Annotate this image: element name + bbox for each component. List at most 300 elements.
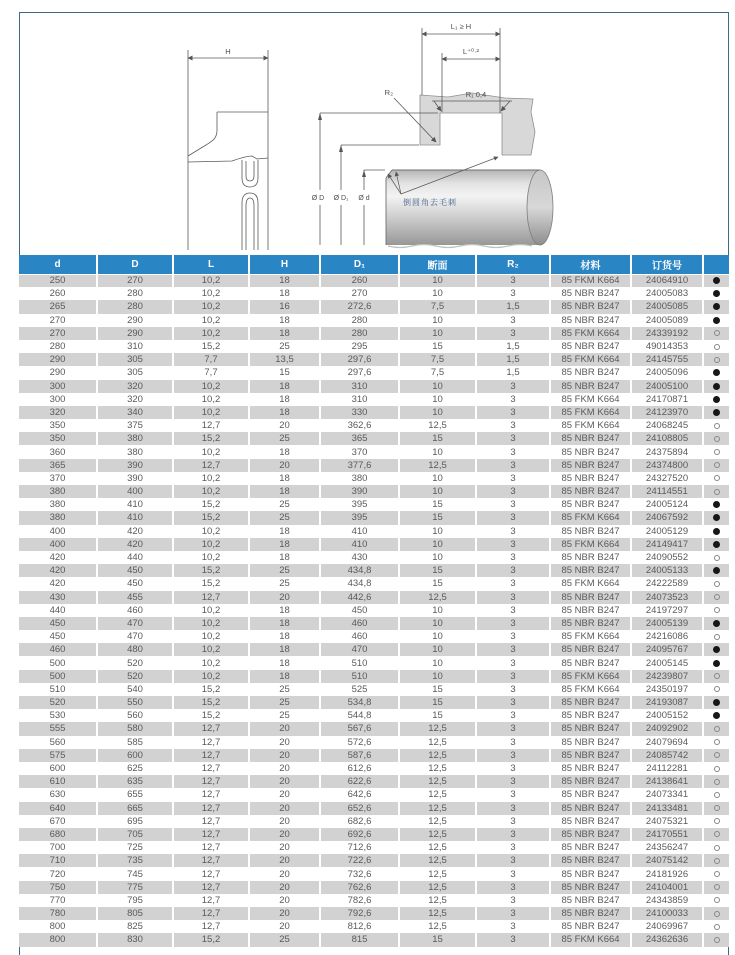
cell-R2: 3: [476, 564, 550, 577]
cell-cross_section: 7,5: [399, 300, 476, 313]
cell-cross_section: 15: [399, 564, 476, 577]
cell-cross_section: 12,5: [399, 881, 476, 894]
cell-availability: [703, 459, 729, 472]
table-row: [19, 907, 729, 920]
cell-L: 10,2: [173, 604, 249, 617]
cell-material: 85 FKM K664: [550, 538, 631, 551]
cell-availability: [703, 907, 729, 920]
cell-H: 20: [249, 736, 320, 749]
filled-dot-icon: [713, 541, 720, 548]
cell-D1: 510: [320, 670, 399, 683]
cell-cross_section: 10: [399, 525, 476, 538]
cell-R2: 3: [476, 762, 550, 775]
cell-order_no: 24114551: [631, 485, 703, 498]
cell-cross_section: 12,5: [399, 828, 476, 841]
cell-order_no: 24090552: [631, 551, 703, 564]
open-dot-icon: [714, 911, 720, 917]
cell-R2: 1,5: [476, 340, 550, 353]
cell-d: 460: [19, 643, 97, 656]
cell-d: 380: [19, 511, 97, 524]
cell-L: 15,2: [173, 709, 249, 722]
cell-availability: [703, 366, 729, 379]
cell-d: 780: [19, 907, 97, 920]
cell-H: 18: [249, 393, 320, 406]
table-row: [19, 604, 729, 617]
cell-availability: [703, 472, 729, 485]
cell-H: 20: [249, 881, 320, 894]
open-dot-icon: [714, 673, 720, 679]
cell-cross_section: 7,5: [399, 353, 476, 366]
cell-cross_section: 12,5: [399, 736, 476, 749]
cell-availability: [703, 841, 729, 854]
open-dot-icon: [714, 357, 720, 363]
cell-L: 12,7: [173, 802, 249, 815]
cell-material: 85 NBR B247: [550, 525, 631, 538]
table-row: [19, 274, 729, 287]
cell-d: 370: [19, 472, 97, 485]
cell-D_outer: 725: [97, 841, 173, 854]
cell-L: 15,2: [173, 511, 249, 524]
cell-material: 85 NBR B247: [550, 564, 631, 577]
cell-L: 10,2: [173, 525, 249, 538]
cell-order_no: 24222589: [631, 577, 703, 590]
open-dot-icon: [714, 462, 720, 468]
shaft-drawing: [386, 170, 553, 248]
cell-D_outer: 830: [97, 933, 173, 946]
cell-L: 10,2: [173, 617, 249, 630]
table-row: [19, 894, 729, 907]
cell-D1: 370: [320, 445, 399, 458]
cell-cross_section: 10: [399, 445, 476, 458]
filled-dot-icon: [713, 501, 720, 508]
cell-order_no: 24123970: [631, 406, 703, 419]
cell-order_no: 24239807: [631, 670, 703, 683]
cell-L: 10,2: [173, 472, 249, 485]
cell-L: 12,7: [173, 775, 249, 788]
cell-d: 290: [19, 366, 97, 379]
cell-order_no: 24112281: [631, 762, 703, 775]
cell-H: 25: [249, 340, 320, 353]
table-row: [19, 300, 729, 313]
cell-cross_section: 12,5: [399, 894, 476, 907]
cell-material: 85 NBR B247: [550, 749, 631, 762]
cell-L: 10,2: [173, 327, 249, 340]
cell-D_outer: 280: [97, 300, 173, 313]
dim-h-label: H: [225, 47, 231, 56]
cell-order_no: 24005083: [631, 287, 703, 300]
cell-availability: [703, 564, 729, 577]
header-H: H: [249, 255, 320, 274]
open-dot-icon: [714, 779, 720, 785]
cell-d: 640: [19, 802, 97, 815]
cell-cross_section: 15: [399, 498, 476, 511]
cell-R2: 3: [476, 604, 550, 617]
cell-H: 25: [249, 577, 320, 590]
cell-cross_section: 10: [399, 380, 476, 393]
cell-material: 85 NBR B247: [550, 591, 631, 604]
cell-order_no: 24075142: [631, 854, 703, 867]
cell-L: 12,7: [173, 828, 249, 841]
open-dot-icon: [714, 555, 720, 561]
header-L: L: [173, 255, 249, 274]
cell-availability: [703, 670, 729, 683]
cell-availability: [703, 933, 729, 946]
cell-L: 12,7: [173, 867, 249, 880]
cell-material: 85 NBR B247: [550, 551, 631, 564]
cell-material: 85 NBR B247: [550, 881, 631, 894]
cell-cross_section: 10: [399, 538, 476, 551]
cell-material: 85 NBR B247: [550, 617, 631, 630]
cell-order_no: 49014353: [631, 340, 703, 353]
filled-dot-icon: [713, 369, 720, 376]
table-row: [19, 749, 729, 762]
cell-D1: 280: [320, 314, 399, 327]
open-dot-icon: [714, 792, 720, 798]
cell-D_outer: 520: [97, 656, 173, 669]
cell-material: 85 FKM K664: [550, 670, 631, 683]
cell-material: 85 NBR B247: [550, 472, 631, 485]
cell-R2: 3: [476, 630, 550, 643]
table-row: [19, 327, 729, 340]
cell-material: 85 NBR B247: [550, 736, 631, 749]
cell-D1: 544,8: [320, 709, 399, 722]
cell-order_no: 24216086: [631, 630, 703, 643]
open-dot-icon: [714, 436, 720, 442]
cell-D_outer: 550: [97, 696, 173, 709]
cell-D_outer: 310: [97, 340, 173, 353]
cell-H: 18: [249, 538, 320, 551]
cell-d: 290: [19, 353, 97, 366]
cell-cross_section: 12,5: [399, 591, 476, 604]
cell-R2: 3: [476, 841, 550, 854]
cell-R2: 3: [476, 551, 550, 564]
cell-availability: [703, 591, 729, 604]
cell-R2: 3: [476, 327, 550, 340]
header-D: D: [97, 255, 173, 274]
cell-availability: [703, 920, 729, 933]
cell-order_no: 24073523: [631, 591, 703, 604]
cell-H: 20: [249, 854, 320, 867]
cell-material: 85 NBR B247: [550, 802, 631, 815]
cell-D1: 567,6: [320, 722, 399, 735]
cell-R2: 3: [476, 525, 550, 538]
cell-D_outer: 380: [97, 432, 173, 445]
cell-L: 12,7: [173, 788, 249, 801]
cell-order_no: 24149417: [631, 538, 703, 551]
cell-L: 12,7: [173, 722, 249, 735]
cell-order_no: 24005145: [631, 656, 703, 669]
cell-d: 750: [19, 881, 97, 894]
cell-material: 85 NBR B247: [550, 432, 631, 445]
cell-H: 18: [249, 314, 320, 327]
table-row: [19, 881, 729, 894]
header-material: 材料: [550, 255, 631, 274]
cell-L: 12,7: [173, 419, 249, 432]
open-dot-icon: [714, 766, 720, 772]
cell-d: 450: [19, 630, 97, 643]
cell-cross_section: 12,5: [399, 762, 476, 775]
cell-R2: 3: [476, 775, 550, 788]
table-row: [19, 340, 729, 353]
cell-D_outer: 560: [97, 709, 173, 722]
cell-H: 25: [249, 564, 320, 577]
cell-D1: 330: [320, 406, 399, 419]
open-dot-icon: [714, 805, 720, 811]
cell-R2: 3: [476, 511, 550, 524]
cell-material: 85 NBR B247: [550, 788, 631, 801]
cell-D_outer: 580: [97, 722, 173, 735]
cell-d: 400: [19, 525, 97, 538]
cell-H: 20: [249, 762, 320, 775]
cell-D_outer: 665: [97, 802, 173, 815]
cell-D1: 410: [320, 525, 399, 538]
cell-D_outer: 375: [97, 419, 173, 432]
cell-order_no: 24339192: [631, 327, 703, 340]
cell-availability: [703, 775, 729, 788]
cell-L: 10,2: [173, 670, 249, 683]
open-dot-icon: [714, 831, 720, 837]
cell-H: 20: [249, 894, 320, 907]
cell-L: 12,7: [173, 815, 249, 828]
cell-R2: 3: [476, 274, 550, 287]
cell-D_outer: 390: [97, 459, 173, 472]
cell-D_outer: 480: [97, 643, 173, 656]
table-row: [19, 353, 729, 366]
cell-D1: 712,6: [320, 841, 399, 854]
cell-d: 420: [19, 564, 97, 577]
open-dot-icon: [714, 594, 720, 600]
cell-cross_section: 12,5: [399, 459, 476, 472]
cell-material: 85 NBR B247: [550, 828, 631, 841]
cell-order_no: 24005085: [631, 300, 703, 313]
table-row: [19, 406, 729, 419]
cell-availability: [703, 828, 729, 841]
cell-order_no: 24362636: [631, 933, 703, 946]
cell-cross_section: 15: [399, 511, 476, 524]
cell-order_no: 24145755: [631, 353, 703, 366]
cell-d: 800: [19, 933, 97, 946]
cell-R2: 1,5: [476, 300, 550, 313]
cell-H: 18: [249, 670, 320, 683]
cell-H: 20: [249, 459, 320, 472]
cell-d: 350: [19, 432, 97, 445]
cell-d: 500: [19, 656, 97, 669]
cell-D_outer: 600: [97, 749, 173, 762]
cell-cross_section: 12,5: [399, 841, 476, 854]
cell-availability: [703, 498, 729, 511]
cell-material: 85 FKM K664: [550, 419, 631, 432]
open-dot-icon: [714, 818, 720, 824]
cell-order_no: 24104001: [631, 881, 703, 894]
cell-d: 555: [19, 722, 97, 735]
cell-d: 610: [19, 775, 97, 788]
cell-cross_section: 10: [399, 656, 476, 669]
cell-availability: [703, 709, 729, 722]
cell-D1: 434,8: [320, 577, 399, 590]
open-dot-icon: [714, 858, 720, 864]
cell-L: 10,2: [173, 406, 249, 419]
housing-dimensions: [394, 28, 512, 142]
cell-R2: 3: [476, 432, 550, 445]
cell-d: 270: [19, 327, 97, 340]
cell-cross_section: 10: [399, 327, 476, 340]
cell-R2: 1,5: [476, 353, 550, 366]
header-D1: D₁: [320, 255, 399, 274]
housing-section: [420, 93, 535, 155]
cell-d: 600: [19, 762, 97, 775]
cell-L: 15,2: [173, 432, 249, 445]
cell-availability: [703, 762, 729, 775]
cell-D1: 310: [320, 393, 399, 406]
cell-availability: [703, 511, 729, 524]
cell-cross_section: 10: [399, 604, 476, 617]
cell-H: 20: [249, 788, 320, 801]
cell-D_outer: 280: [97, 287, 173, 300]
open-dot-icon: [714, 937, 720, 943]
cell-R2: 3: [476, 815, 550, 828]
cell-d: 500: [19, 670, 97, 683]
cell-L: 12,7: [173, 841, 249, 854]
cell-L: 10,2: [173, 656, 249, 669]
cell-H: 25: [249, 933, 320, 946]
cell-material: 85 NBR B247: [550, 894, 631, 907]
cell-D1: 510: [320, 656, 399, 669]
table-row: [19, 643, 729, 656]
cell-material: 85 NBR B247: [550, 380, 631, 393]
cell-R2: 3: [476, 459, 550, 472]
cell-D1: 572,6: [320, 736, 399, 749]
cell-D_outer: 450: [97, 564, 173, 577]
cell-R2: 3: [476, 933, 550, 946]
cell-H: 18: [249, 472, 320, 485]
cell-material: 85 NBR B247: [550, 656, 631, 669]
open-dot-icon: [714, 449, 720, 455]
cell-H: 18: [249, 604, 320, 617]
cell-cross_section: 10: [399, 472, 476, 485]
cell-H: 25: [249, 498, 320, 511]
cell-availability: [703, 432, 729, 445]
cell-D_outer: 390: [97, 472, 173, 485]
cell-R2: 3: [476, 445, 550, 458]
cell-order_no: 24108805: [631, 432, 703, 445]
table-row: [19, 577, 729, 590]
table-row: [19, 828, 729, 841]
open-dot-icon: [714, 607, 720, 613]
cell-order_no: 24181926: [631, 867, 703, 880]
cell-cross_section: 12,5: [399, 722, 476, 735]
table-row: [19, 815, 729, 828]
cell-d: 250: [19, 274, 97, 287]
cell-D1: 410: [320, 538, 399, 551]
cell-H: 25: [249, 432, 320, 445]
cell-order_no: 24193087: [631, 696, 703, 709]
cell-material: 85 NBR B247: [550, 709, 631, 722]
cell-L: 12,7: [173, 459, 249, 472]
cell-L: 15,2: [173, 340, 249, 353]
cell-D1: 652,6: [320, 802, 399, 815]
header-R2: R₂: [476, 255, 550, 274]
filled-dot-icon: [713, 317, 720, 324]
cell-L: 15,2: [173, 564, 249, 577]
cell-H: 20: [249, 591, 320, 604]
cell-d: 770: [19, 894, 97, 907]
cell-availability: [703, 722, 729, 735]
cell-material: 85 NBR B247: [550, 643, 631, 656]
cell-availability: [703, 353, 729, 366]
cell-H: 18: [249, 525, 320, 538]
cell-D_outer: 705: [97, 828, 173, 841]
cell-L: 15,2: [173, 683, 249, 696]
dia-outer-label: Ø D: [311, 195, 325, 202]
cell-R2: 3: [476, 788, 550, 801]
cell-H: 25: [249, 683, 320, 696]
cell-H: 20: [249, 828, 320, 841]
open-dot-icon: [714, 423, 720, 429]
cell-d: 320: [19, 406, 97, 419]
table-row: [19, 867, 729, 880]
cell-D1: 280: [320, 327, 399, 340]
cell-d: 800: [19, 920, 97, 933]
cell-H: 16: [249, 300, 320, 313]
cell-H: 20: [249, 841, 320, 854]
filled-dot-icon: [713, 620, 720, 627]
cell-R2: 3: [476, 867, 550, 880]
cell-H: 18: [249, 656, 320, 669]
cell-availability: [703, 867, 729, 880]
cell-D1: 815: [320, 933, 399, 946]
cell-R2: 3: [476, 722, 550, 735]
cell-L: 12,7: [173, 881, 249, 894]
cell-H: 18: [249, 327, 320, 340]
cell-D_outer: 305: [97, 353, 173, 366]
cell-R2: 3: [476, 380, 550, 393]
cell-R2: 3: [476, 670, 550, 683]
r1-radius-label: R₁ 0,4: [465, 90, 487, 99]
r2-radius-label: R₂: [384, 88, 393, 97]
seal-size-table: [19, 255, 729, 947]
table-row: [19, 472, 729, 485]
cell-D1: 534,8: [320, 696, 399, 709]
cell-d: 700: [19, 841, 97, 854]
table-row: [19, 445, 729, 458]
cell-d: 450: [19, 617, 97, 630]
cell-D_outer: 805: [97, 907, 173, 920]
table-row: [19, 511, 729, 524]
cell-availability: [703, 525, 729, 538]
cell-cross_section: 12,5: [399, 749, 476, 762]
cell-availability: [703, 617, 729, 630]
cell-material: 85 NBR B247: [550, 867, 631, 880]
cell-cross_section: 7,5: [399, 366, 476, 379]
cell-D_outer: 270: [97, 274, 173, 287]
cell-order_no: 24068245: [631, 419, 703, 432]
cell-availability: [703, 327, 729, 340]
cell-D1: 612,6: [320, 762, 399, 775]
cell-R2: 3: [476, 498, 550, 511]
cell-D1: 297,6: [320, 353, 399, 366]
cell-d: 720: [19, 867, 97, 880]
table-row: [19, 762, 729, 775]
cell-D1: 430: [320, 551, 399, 564]
cell-order_no: 24095767: [631, 643, 703, 656]
cell-order_no: 24092902: [631, 722, 703, 735]
table-row: [19, 287, 729, 300]
cell-cross_section: 10: [399, 670, 476, 683]
cell-D1: 622,6: [320, 775, 399, 788]
cell-cross_section: 15: [399, 432, 476, 445]
cell-R2: 3: [476, 656, 550, 669]
open-dot-icon: [714, 752, 720, 758]
